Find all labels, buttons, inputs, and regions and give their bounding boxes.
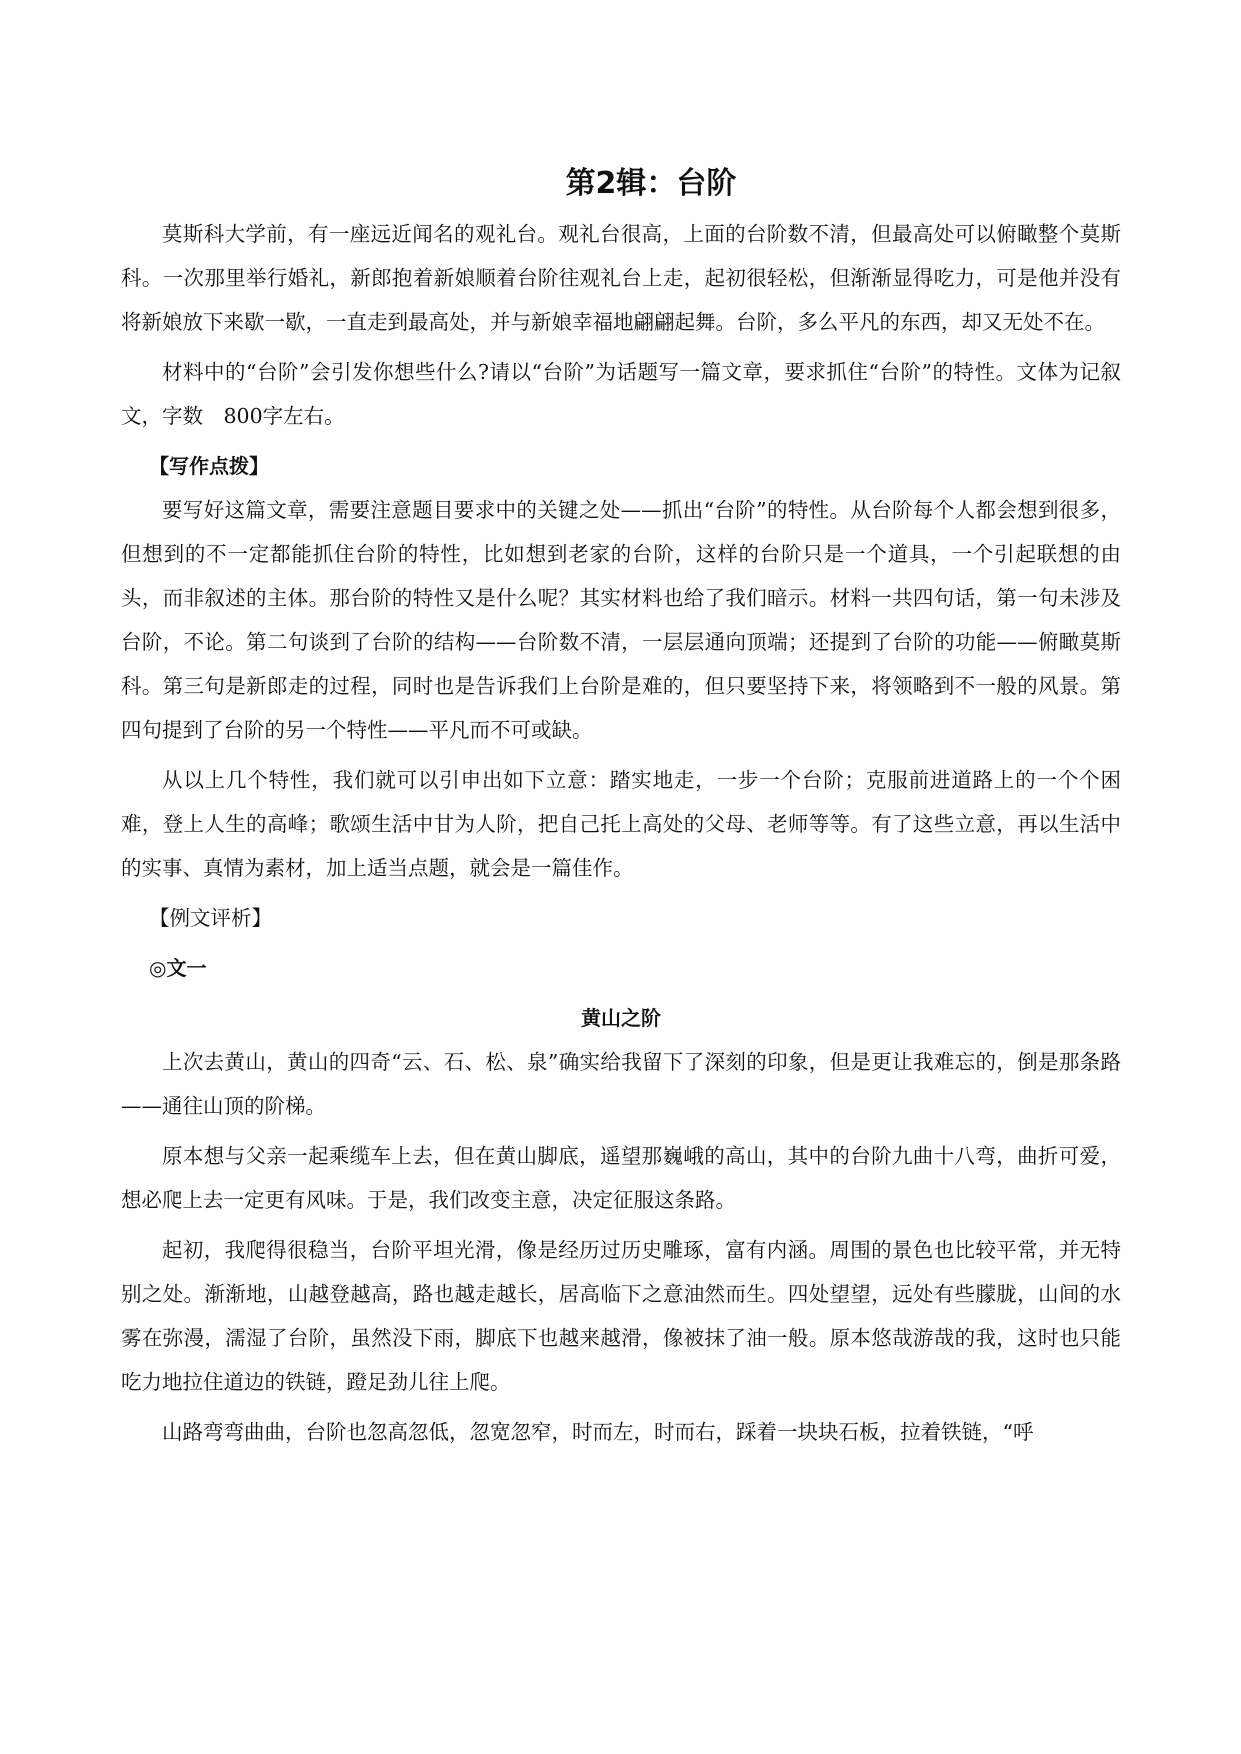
tips-paragraph: 要写好这篇文章，需要注意题目要求中的关键之处——抓出“台阶”的特性。从台阶每个人都会想到很多，但想到的不一定都能抓住台阶的特性，比如想到老家的台阶，这样的台阶只是一个道具，一个引起联想的由头，而非叙述的主体。那台阶的特性又是什么呢？其实材料也给了我们暗示。材料一共四句话，第一句未涉及台阶，不论。第二句谈到了台阶的结构——台阶数不清，一层层通向顶端；还提到了台阶的功能——俯瞰莫斯科。第三句是新郎走的过程，同时也是告诉我们上台阶是难的，但只要坚持下来，将领略到不一般的风景。第四句提到了台阶的另一个特性——平凡而不可或缺。: [121, 498, 1121, 742]
example-heading: 【例文评析】: [149, 906, 272, 930]
essay-paragraph: 上次去黄山，黄山的四奇“云、石、松、泉”确实给我留下了深刻的印象，但是更让我难忘的，倒是那条路——通往山顶的阶梯。: [121, 1050, 1121, 1118]
essay-paragraph: 山路弯弯曲曲，台阶也忽高忽低，忽宽忽窄，时而左，时而右，踩着一块块石板，拉着铁链，“呼: [162, 1420, 1034, 1444]
page-title: 第2辑：台阶: [565, 166, 737, 201]
tips-paragraph: 从以上几个特性，我们就可以引申出如下立意：踏实地走，一步一个台阶；克服前进道路上的一个个困难，登上人生的高峰；歌颂生活中甘为人阶，把自己托上高处的父母、老师等等。有了这些立意，再以生活中的实事、真情为素材，加上适当点题，就会是一篇佳作。: [121, 768, 1121, 880]
document-page: [121, 160, 1121, 1454]
essay-paragraph: 起初，我爬得很稳当，台阶平坦光滑，像是经历过历史雕琢，富有内涵。周围的景色也比较平常，并无特别之处。渐渐地，山越登越高，路也越走越长，居高临下之意油然而生。四处望望，远处有些朦胧，山间的水雾在弥漫，濡湿了台阶，虽然没下雨，脚底下也越来越滑，像被抹了油一般。原本悠哉游哉的我，这时也只能吃力地拉住道边的铁链，蹬足劲儿往上爬。: [121, 1238, 1121, 1394]
prompt-paragraph: 材料中的“台阶”会引发你想些什么?请以“台阶”为话题写一篇文章，要求抓住“台阶”的特性。文体为记叙文，字数 800字左右。: [121, 360, 1121, 428]
material-paragraph: 莫斯科大学前，有一座远近闻名的观礼台。观礼台很高，上面的台阶数不清，但最高处可以俯瞰整个莫斯科。一次那里举行婚礼，新郎抱着新娘顺着台阶往观礼台上走，起初很轻松，但渐渐显得吃力，可是他并没有将新娘放下来歇一歇，一直走到最高处，并与新娘幸福地翩翩起舞。台阶，多么平凡的东西，却又无处不在。: [121, 222, 1121, 334]
example-label: ◎文一: [149, 956, 207, 980]
tips-heading: 【写作点拨】: [149, 454, 269, 478]
essay-title: 黄山之阶: [581, 1006, 661, 1030]
essay-paragraph: 原本想与父亲一起乘缆车上去，但在黄山脚底，遥望那巍峨的高山，其中的台阶九曲十八弯，曲折可爱，想必爬上去一定更有风味。于是，我们改变主意，决定征服这条路。: [121, 1144, 1121, 1212]
